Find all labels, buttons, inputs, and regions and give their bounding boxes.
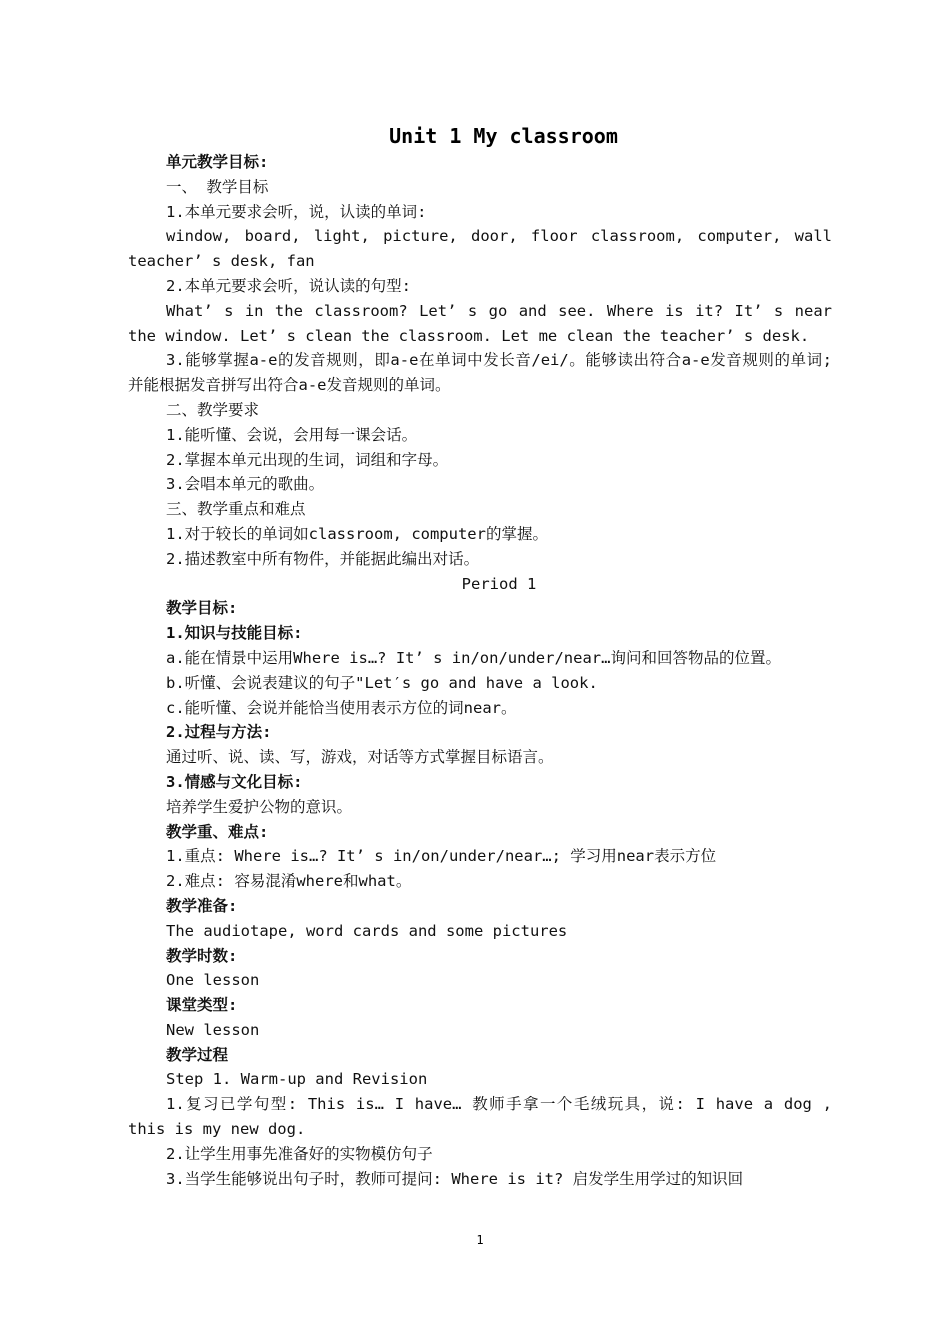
paragraph-line: New lesson [166, 1020, 260, 1039]
page-number: 1 [476, 1233, 484, 1247]
paragraph: 1.复习已学句型: This is… I have… 教师手拿一个毛绒玩具，说: I have a dog , this is my new dog. [128, 1095, 832, 1139]
paragraph-line: c.能听懂、会说并能恰当使用表示方位的词near。 [166, 698, 517, 717]
paragraph: 3.能够掌握a-e的发音规则，即a-e在单词中发长音/ei/。能够读出符合a-e发音规则的单词; 并能根据发音拼写出符合a-e发音规则的单词。 [128, 351, 832, 395]
document-body [128, 150, 832, 1191]
section-heading: 单元教学目标: [166, 153, 269, 171]
paragraph-line: 1.本单元要求会听，说，认读的单词: [166, 202, 427, 221]
section-heading: 教学重、难点: [166, 822, 269, 841]
section-heading: 2.过程与方法: [166, 723, 272, 742]
period-heading: Period 1 [461, 574, 537, 593]
subheading: 一、 教学目标 [166, 177, 269, 196]
subheading: 二、教学要求 [166, 400, 260, 419]
section-heading: 3.情感与文化目标: [166, 772, 303, 791]
document-title: Unit 1 My classroom [389, 124, 618, 148]
subheading: 三、教学重点和难点 [166, 500, 306, 519]
paragraph-line: 2.本单元要求会听，说认读的句型: [166, 276, 411, 295]
paragraph-line: 培养学生爱护公物的意识。 [166, 797, 353, 816]
paragraph: window, board, light, picture, door, floor classroom, computer, wall teacher’ s desk, fan [128, 227, 832, 271]
paragraph-line: 3.当学生能够说出句子时，教师可提问: Where is it? 启发学生用学过的知识回 [166, 1169, 744, 1188]
paragraph: a.能在情景中运用Where is…? It’ s in/on/under/near…询问和回答物品的位置。 [166, 648, 781, 667]
section-heading: 教学准备: [166, 896, 238, 915]
paragraph-line: 1.能听懂、会说，会用每一课会话。 [166, 425, 418, 444]
paragraph: What’ s in the classroom? Let’ s go and see. Where is it? It’ s near the window. Let’ s clean the classroom. Let me clean the teacher’ s desk. [128, 301, 832, 345]
section-heading: 课堂类型: [166, 996, 238, 1015]
section-heading: 教学目标: [166, 599, 238, 618]
paragraph-line: The audiotape, word cards and some pictures [166, 921, 568, 940]
paragraph-line: 2.描述教室中所有物件，并能据此编出对话。 [166, 549, 480, 568]
section-heading: 教学时数: [166, 946, 238, 965]
paragraph-line: One lesson [166, 971, 260, 990]
paragraph-line: 2.难点: 容易混淆where和what。 [166, 872, 412, 891]
paragraph-line: Step 1. Warm-up and Revision [166, 1070, 428, 1089]
paragraph-line: 1.重点: Where is…? It’ s in/on/under/near…; 学习用near表示方位 [166, 847, 717, 866]
paragraph-line: 2.掌握本单元出现的生词，词组和字母。 [166, 450, 449, 469]
paragraph-line: 2.让学生用事先准备好的实物模仿句子 [166, 1144, 433, 1163]
paragraph-line: 1.对于较长的单词如classroom, computer的掌握。 [166, 524, 548, 543]
section-heading: 1.知识与技能目标: [166, 624, 303, 643]
paragraph-line: 3.会唱本单元的歌曲。 [166, 475, 325, 494]
section-heading: 教学过程 [166, 1045, 229, 1064]
paragraph-line: b.听懂、会说表建议的句子"Let′s go and have a look. [166, 673, 598, 692]
paragraph-line: 通过听、说、读、写，游戏，对话等方式掌握目标语言。 [166, 748, 554, 767]
